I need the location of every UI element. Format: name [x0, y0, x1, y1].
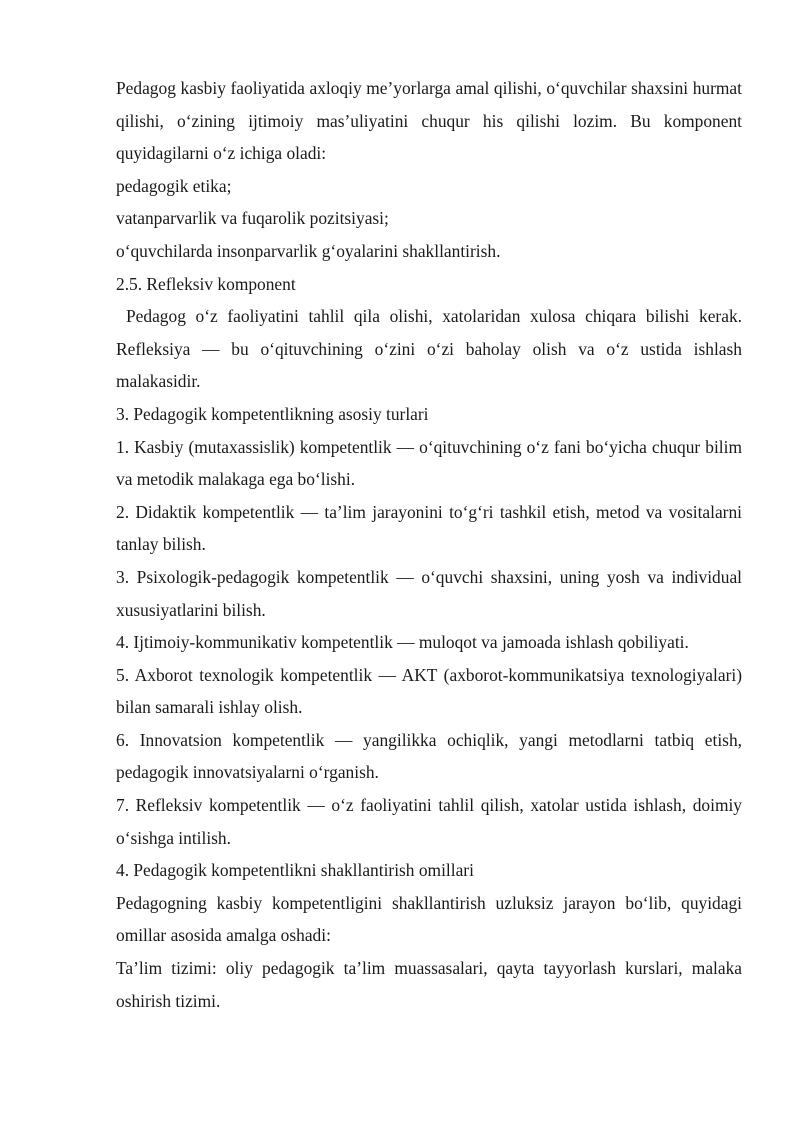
list-item-patriotism: vatanparvarlik va fuqarolik pozitsiyasi;: [116, 208, 389, 229]
list-item-pedagogical-ethics: pedagogik etika;: [116, 175, 232, 196]
section-heading-formation-factors: 4. Pedagogik kompetentlikni shakllantirish omillari: [116, 860, 474, 881]
section-heading-competence-types: 3. Pedagogik kompetentlikning asosiy turlari: [116, 403, 429, 424]
list-item-professional-competence: 1. Kasbiy (mutaxassislik) kompetentlik — o‘qituvchining o‘z fani bo‘yicha chuqur bilim va metodik malakaga ega bo‘lishi.: [116, 436, 742, 490]
list-item-social-competence: 4. Ijtimoiy-kommunikativ kompetentlik — muloqot va jamoada ishlash qobiliyati.: [116, 632, 689, 653]
list-item-innovative-competence: 6. Innovatsion kompetentlik — yangilikka ochiqlik, yangi metodlarni tatbiq etish, pedagogik innovatsiyalarni o‘rganish.: [116, 729, 742, 783]
list-item-humanism: o‘quvchilarda insonparvarlik g‘oyalarini shakllantirish.: [116, 240, 501, 261]
paragraph-education-system: Ta’lim tizimi: oliy pedagogik ta’lim muassasalari, qayta tayyorlash kurslari, malaka oshirish tizimi.: [116, 958, 742, 1011]
paragraph-reflexion: Pedagog o‘z faoliyatini tahlil qila olishi, xatolaridan xulosa chiqara bilishi kerak. Refleksiya — bu o‘qituvchining o‘zini o‘zi baholay olish va o‘z ustida ishlash malakasidir.: [116, 306, 742, 392]
list-item-reflexive-competence: 7. Refleksiv kompetentlik — o‘z faoliyatini tahlil qilish, xatolar ustida ishlash, doimiy o‘sishga intilish.: [116, 795, 742, 848]
document-page: [116, 72, 742, 1017]
list-item-didactic-competence: 2. Didaktik kompetentlik — ta’lim jarayonini to‘g‘ri tashkil etish, metod va vositalarni tanlay bilish.: [116, 501, 742, 555]
paragraph-formation-intro: Pedagogning kasbiy kompetentligini shakllantirish uzluksiz jarayon bo‘lib, quyidagi omillar asosida amalga oshadi:: [116, 892, 742, 946]
section-heading-reflexive-component: 2.5. Refleksiv komponent: [116, 273, 296, 294]
list-item-psychological-competence: 3. Psixologik-pedagogik kompetentlik — o‘quvchi shaxsini, uning yosh va individual xususiyatlarini bilish.: [116, 566, 742, 620]
list-item-it-competence: 5. Axborot texnologik kompetentlik — AKT (axborot-kommunikatsiya texnologiyalari) bilan samarali ishlay olish.: [116, 664, 742, 718]
paragraph-ethics-intro: Pedagog kasbiy faoliyatida axloqiy me’yorlarga amal qilishi, o‘quvchilar shaxsini hurmat qilishi, o‘zining ijtimoiy mas’uliyatini chuqur his qilishi lozim. Bu komponent quyidagilarni o‘z ichiga oladi:: [116, 78, 742, 164]
